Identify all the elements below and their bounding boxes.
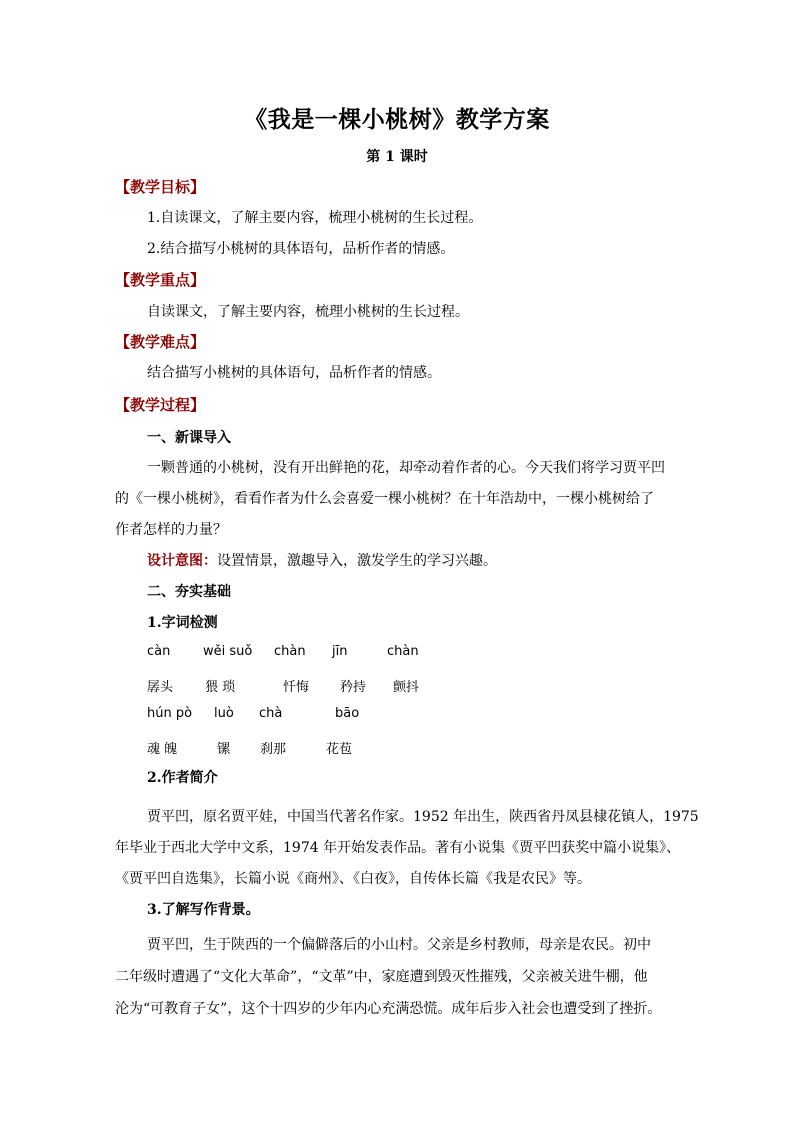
author-line-3: 《贾平凹自选集》，长篇小说《商州》、《白夜》，自传体长篇《我是农民》等。 xyxy=(115,871,591,887)
background-heading: 3.了解写作背景。 xyxy=(147,902,260,918)
design-intent xyxy=(147,550,497,570)
word-6: 魂 魄 xyxy=(147,742,178,757)
background-line-3: 沦为“可教育子女”，这个十四岁的少年内心充满恐慌。成年后步入社会也遭受到了挫折。 xyxy=(115,1001,662,1017)
word-8: 刹那 xyxy=(260,742,287,757)
pinyin-2: wěi suǒ xyxy=(203,644,253,659)
section-heading-goals: 【教学目标】 xyxy=(115,178,206,196)
section-heading-key-points: 【教学重点】 xyxy=(115,271,206,289)
word-3: 忏悔 xyxy=(283,680,310,695)
design-intent-text: 设置情景，激趣导入，激发学生的学习兴趣。 xyxy=(217,553,497,569)
intro-line-3: 作者怎样的力量？ xyxy=(115,522,227,538)
pinyin-4: jīn xyxy=(332,644,348,659)
pinyin-9: bāo xyxy=(335,706,360,721)
word-5: 颤抖 xyxy=(393,680,420,695)
intro-line-1: 一颗普通的小桃树，没有开出鲜艳的花，却牵动着作者的心。今天我们将学习贾平凹 xyxy=(147,460,665,476)
part2-heading: 二、夯实基础 xyxy=(147,584,231,600)
design-intent-label: 设计意图： xyxy=(147,553,217,569)
author-heading: 2.作者简介 xyxy=(147,770,218,786)
word-9: 花苞 xyxy=(326,742,353,757)
author-line-2: 年毕业于西北大学中文系，1974 年开始发表作品。著有小说集《贾平凹获奖中篇小说集》、 xyxy=(115,840,681,856)
goal-item-1: 1.自读课文，了解主要内容，梳理小桃树的生长过程。 xyxy=(147,210,483,226)
goal-item-2: 2.结合描写小桃树的具体语句，品析作者的情感。 xyxy=(147,241,455,257)
word-2: 猥 琐 xyxy=(205,680,236,695)
pinyin-8: chà xyxy=(259,706,283,721)
vocab-heading: 1.字词检测 xyxy=(147,615,218,631)
pinyin-7: luò xyxy=(214,706,234,721)
part1-heading: 一、新课导入 xyxy=(147,430,231,446)
section-heading-process: 【教学过程】 xyxy=(115,396,206,414)
section-heading-difficulties: 【教学难点】 xyxy=(115,333,206,351)
word-4: 矜持 xyxy=(340,680,367,695)
author-line-1: 贾平凹，原名贾平娃，中国当代著名作家。1952 年出生，陕西省丹凤县棣花镇人，1975 xyxy=(147,809,699,825)
lesson-label: 第 1 课时 xyxy=(366,149,428,165)
word-1: 孱头 xyxy=(147,680,174,695)
background-line-2: 二年级时遭遇了“文化大革命”，“文革”中，家庭遭到毁灭性摧残，父亲被关进牛棚，他 xyxy=(115,969,648,985)
document-title: 《我是一棵小桃树》教学方案 xyxy=(244,106,550,133)
pinyin-1: càn xyxy=(147,644,171,659)
pinyin-5: chàn xyxy=(387,644,419,659)
background-line-1: 贾平凹，生于陕西的一个偏僻落后的小山村。父亲是乡村教师，母亲是农民。初中 xyxy=(147,937,651,953)
pinyin-3: chàn xyxy=(274,644,306,659)
word-7: 镙 xyxy=(217,742,231,757)
key-points-text: 自读课文，了解主要内容，梳理小桃树的生长过程。 xyxy=(147,304,469,320)
intro-line-2: 的《一棵小桃树》，看看作者为什么会喜爱一棵小桃树？在十年浩劫中，一棵小桃树给了 xyxy=(115,491,654,507)
difficulties-text: 结合描写小桃树的具体语句，品析作者的情感。 xyxy=(147,365,441,381)
pinyin-6: hún pò xyxy=(147,706,193,721)
